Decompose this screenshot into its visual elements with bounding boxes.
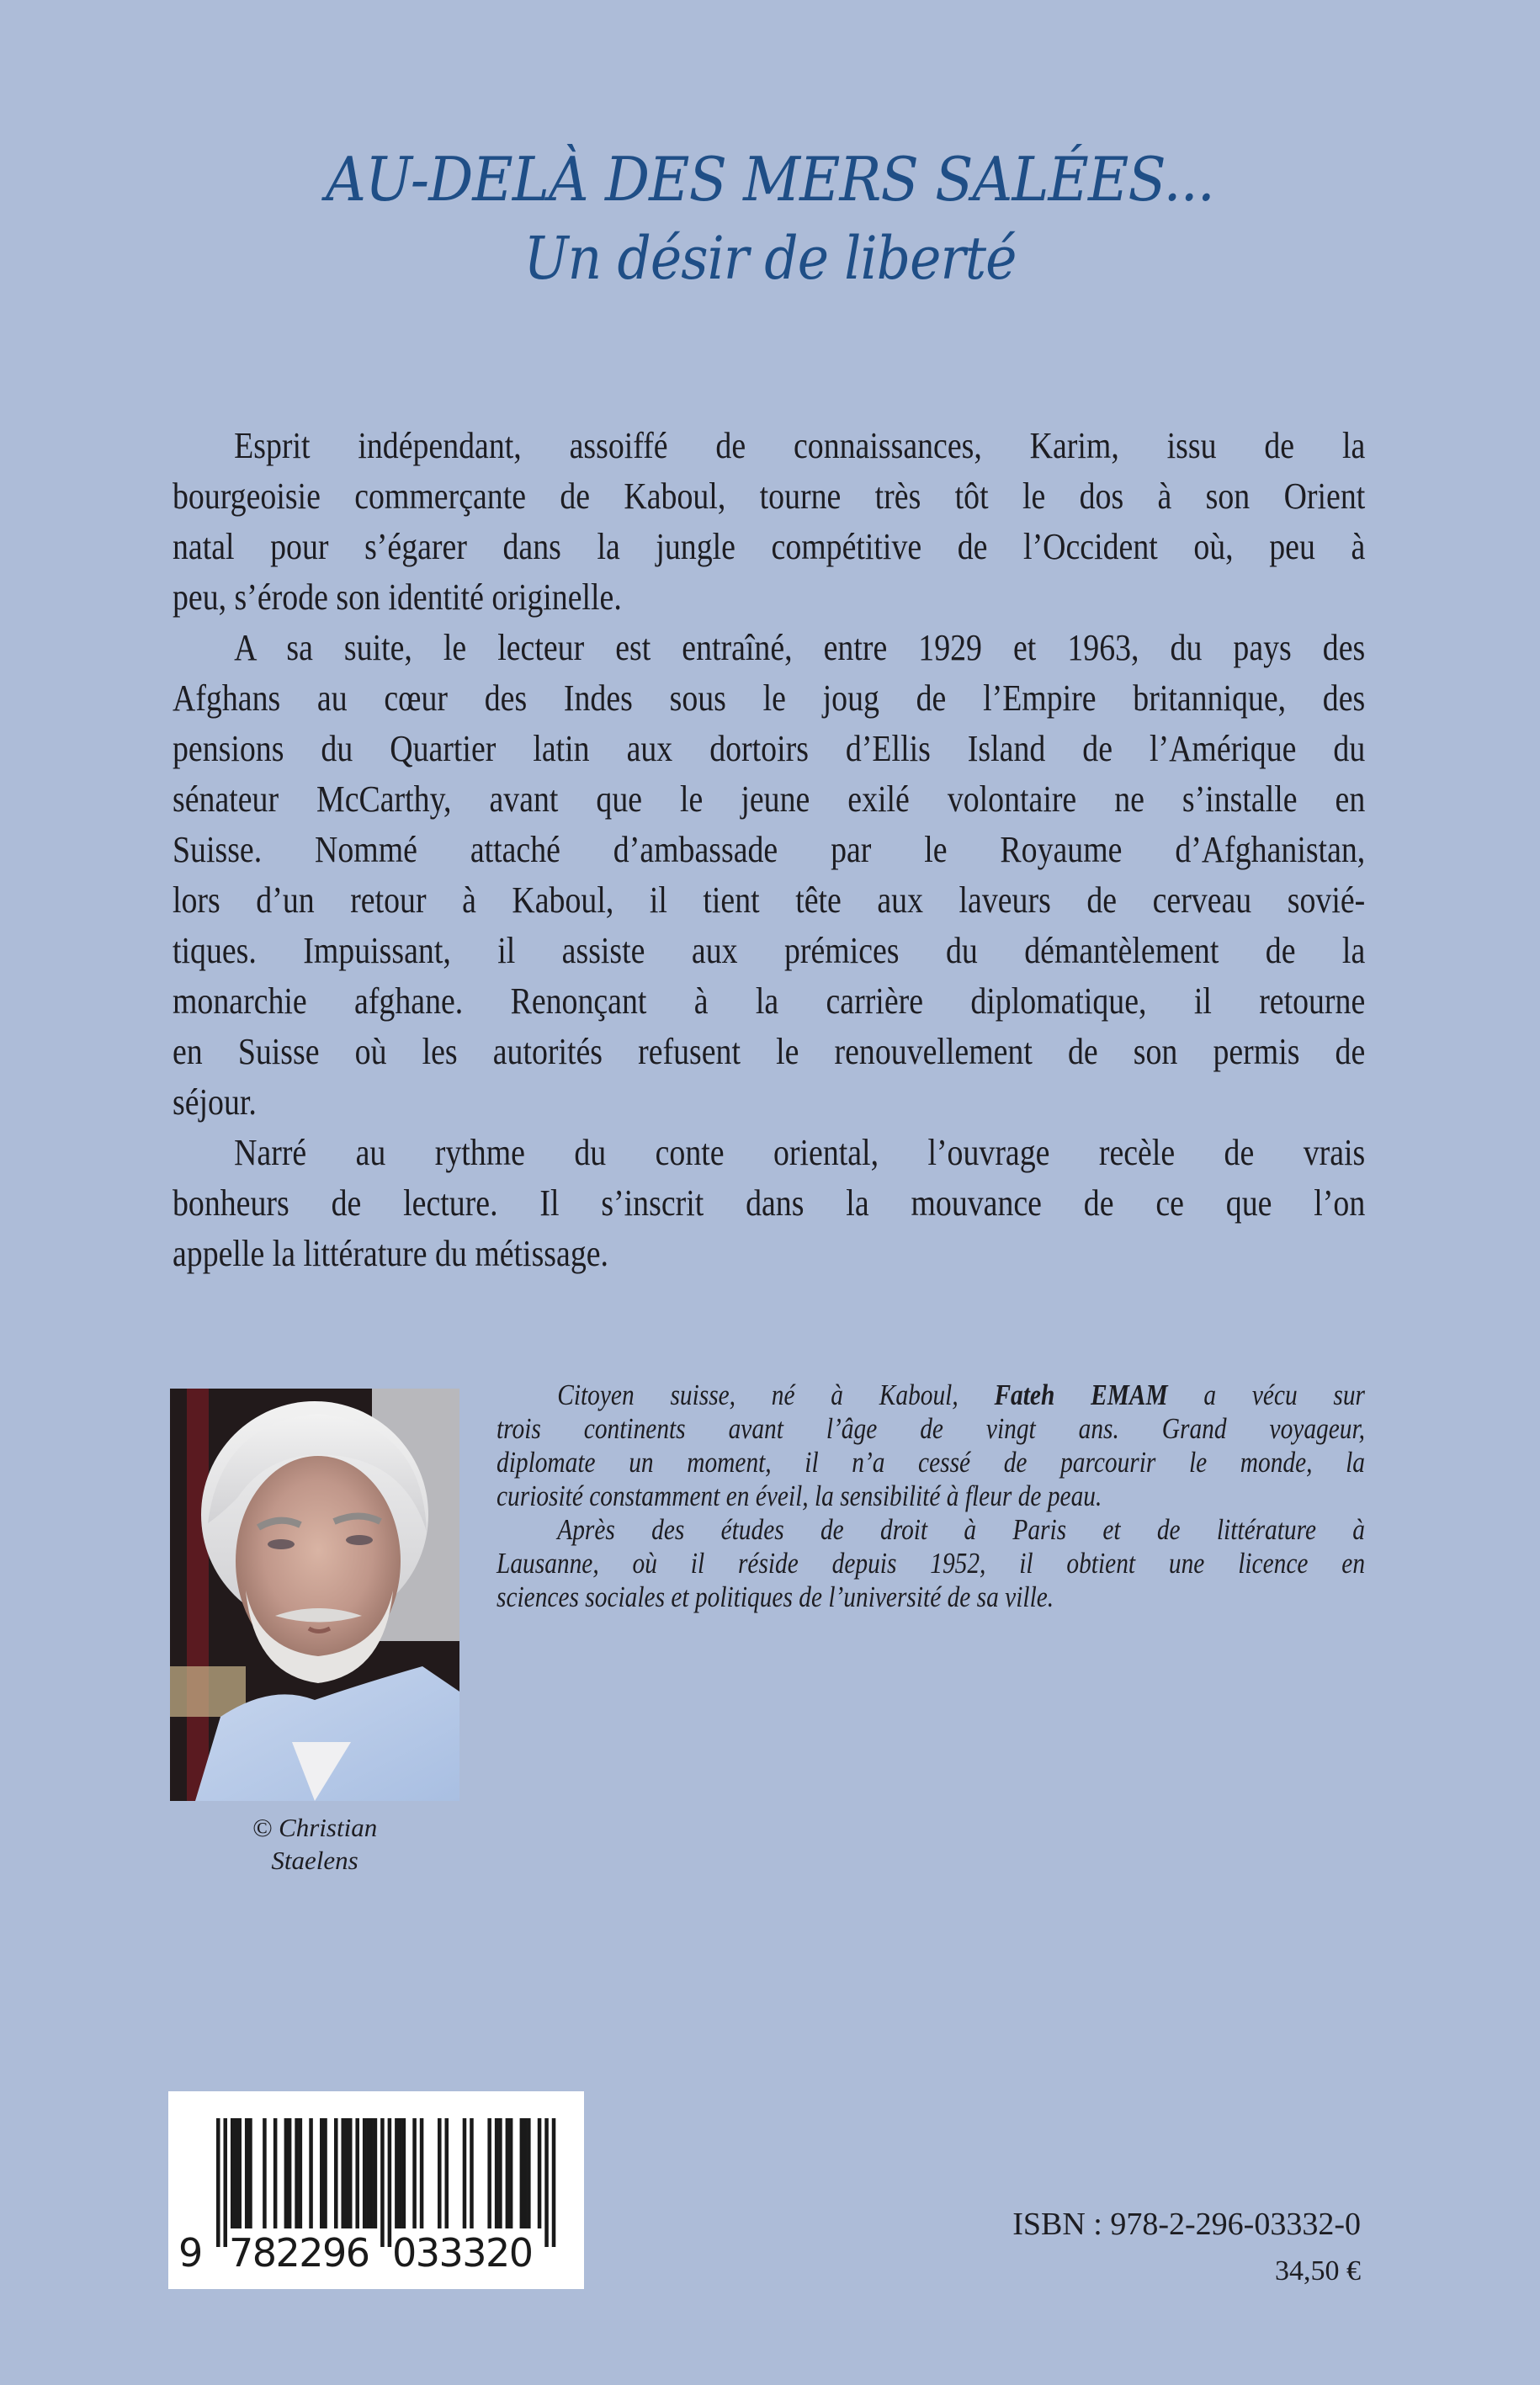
bio-line: sciences sociales et politiques de l’université de sa ville. [497, 1580, 1054, 1613]
photo-credit [170, 1811, 459, 1877]
photo-credit-line: Staelens [271, 1846, 358, 1875]
bio-line: Après des études de droit à Paris et de littérature à [557, 1513, 1366, 1546]
blurb-line: appelle la littérature du métissage. [173, 1233, 609, 1274]
blurb-line: natal pour s’égarer dans la jungle compétitive de l’Occident où, peu à [173, 526, 1366, 567]
blurb-line: lors d’un retour à Kaboul, il tient tête aux laveurs de cerveau sovié- [173, 879, 1366, 921]
back-cover-blurb [173, 421, 1365, 1279]
blurb-line: Esprit indépendant, assoiffé de connaissances, Karim, issu de la [234, 425, 1366, 466]
barcode-first-digit: 9 [178, 2230, 204, 2276]
blurb-line: monarchie afghane. Renonçant à la carrière diplomatique, il retourne [173, 980, 1366, 1022]
barcode-bars [168, 2091, 584, 2289]
blurb-line: séjour. [173, 1081, 257, 1123]
book-subtitle: Un désir de liberté [523, 224, 1017, 293]
author-name: Fateh EMAM [994, 1378, 1168, 1411]
barcode-right-digits: 033320 [392, 2230, 534, 2276]
author-photo [170, 1389, 459, 1801]
blurb-line: Narré au rythme du conte oriental, l’ouvrage recèle de vrais [234, 1132, 1366, 1173]
photo-credit-line: © Christian [252, 1813, 378, 1842]
price: 34,50 € [1275, 2255, 1361, 2287]
book-title: AU-DELÀ DES MERS SALÉES... [326, 144, 1214, 215]
bio-line: trois continents avant l’âge de vingt ans. Grand voyageur, [497, 1412, 1366, 1445]
isbn-barcode [168, 2091, 584, 2289]
blurb-line: tiques. Impuissant, il assiste aux prémices du démantèlement de la [173, 930, 1366, 971]
blurb-line: peu, s’érode son identité originelle. [173, 576, 622, 618]
barcode-left-digits: 782296 [229, 2230, 370, 2276]
blurb-line: Afghans au cœur des Indes sous le joug de l’Empire britannique, des [173, 677, 1366, 719]
bio-line: Lausanne, où il réside depuis 1952, il obtient une licence en [497, 1547, 1366, 1580]
bio-line: diplomate un moment, il n’a cessé de parcourir le monde, la [497, 1446, 1366, 1479]
blurb-line: en Suisse où les autorités refusent le renouvellement de son permis de [173, 1031, 1366, 1072]
isbn-number: ISBN : 978-2-296-03332-0 [1012, 2207, 1361, 2242]
blurb-line: sénateur McCarthy, avant que le jeune exilé volontaire ne s’installe en [173, 778, 1366, 820]
blurb-line: pensions du Quartier latin aux dortoirs d’Ellis Island de l’Amérique du [173, 728, 1366, 769]
blurb-line: Suisse. Nommé attaché d’ambassade par le Royaume d’Afghanistan, [173, 829, 1366, 870]
blurb-line: A sa suite, le lecteur est entraîné, entre 1929 et 1963, du pays des [234, 627, 1366, 668]
bio-line: curiosité constamment en éveil, la sensibilité à fleur de peau. [497, 1479, 1102, 1512]
bio-line: Citoyen suisse, né à Kaboul, Fateh EMAM a vécu sur [557, 1378, 1366, 1411]
author-bio [497, 1378, 1365, 1614]
blurb-line: bourgeoisie commerçante de Kaboul, tourne très tôt le dos à son Orient [173, 475, 1366, 517]
blurb-line: bonheurs de lecture. Il s’inscrit dans la mouvance de ce que l’on [173, 1182, 1366, 1224]
